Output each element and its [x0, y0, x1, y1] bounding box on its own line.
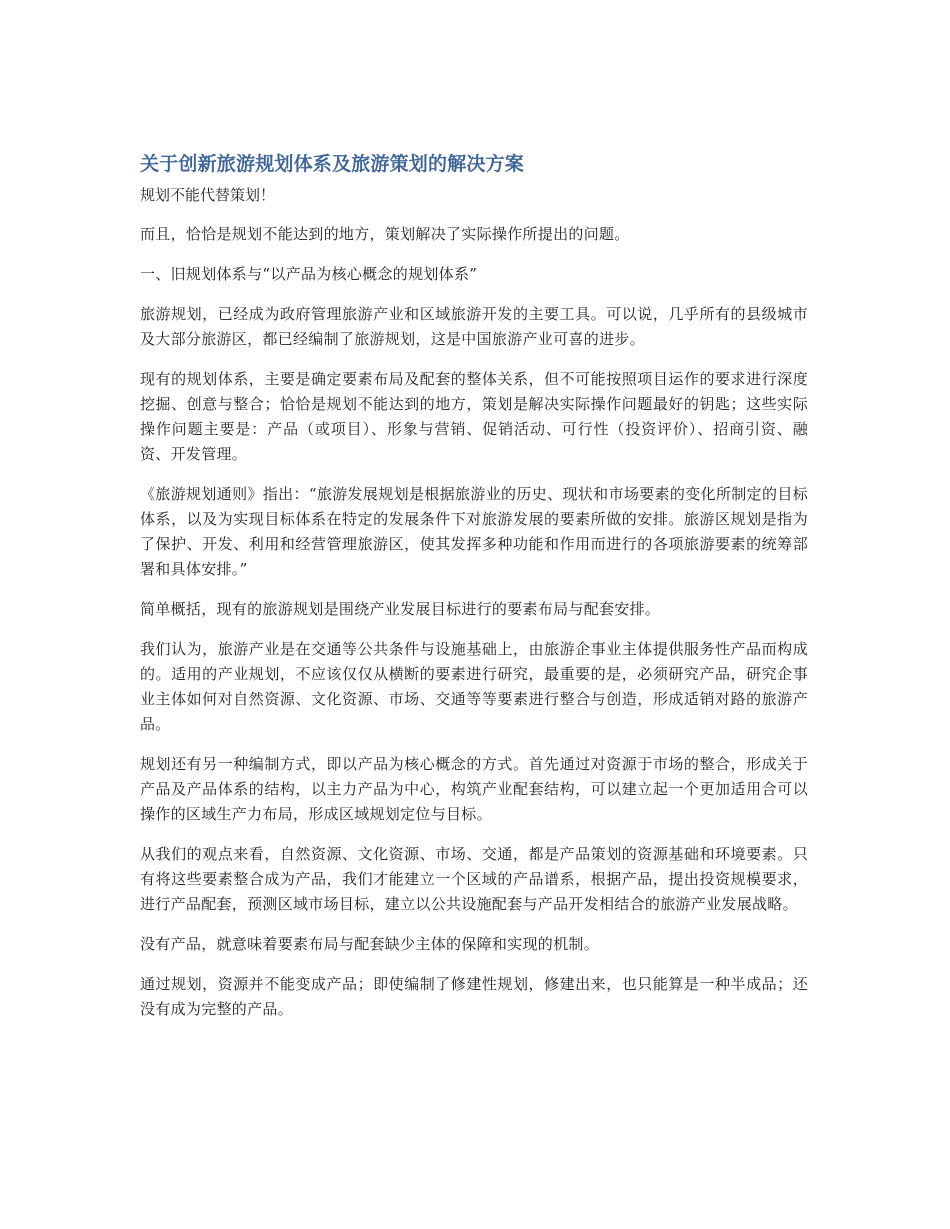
document-page: [140, 150, 808, 1037]
paragraph: 没有产品，就意味着要素布局与配套缺少主体的保障和实现的机制。: [140, 935, 600, 953]
document-title: 关于创新旅游规划体系及旅游策划的解决方案: [140, 153, 525, 175]
paragraph: 我们认为，旅游产业是在交通等公共条件与设施基础上，由旅游企事业主体提供服务性产品而构成的。适用的产业规划，不应该仅仅从横断的要素进行研究，最重要的是，必须研究产品，研究企事业主体如何对自然资源、文化资源、市场、交通等等要素进行整合与创造，形成适销对路的旅游产品。: [140, 640, 808, 733]
paragraph: 从我们的观点来看，自然资源、文化资源、市场、交通，都是产品策划的资源基础和环境要素。只有将这些要素整合成为产品，我们才能建立一个区域的产品谱系，根据产品，提出投资规模要求，进行产品配套，预测区域市场目标，建立以公共设施配套与产品开发相结合的旅游产业发展战略。: [140, 845, 808, 913]
paragraph: 现有的规划体系，主要是确定要素布局及配套的整体关系，但不可能按照项目运作的要求进行深度挖掘、创意与整合；恰恰是规划不能达到的地方，策划是解决实际操作问题最好的钥匙；这些实际操作问题主要是：产品（或项目）、形象与营销、促销活动、可行性（投资评价）、招商引资、融资、开发管理。: [140, 370, 808, 463]
paragraph: 通过规划，资源并不能变成产品；即使编制了修建性规划，修建出来，也只能算是一种半成品；还没有成为完整的产品。: [140, 975, 808, 1018]
paragraph: 简单概括，现有的旅游规划是围绕产业发展目标进行的要素布局与配套安排。: [140, 600, 661, 618]
paragraph: 规划还有另一种编制方式，即以产品为核心概念的方式。首先通过对资源于市场的整合，形成关于产品及产品体系的结构，以主力产品为中心，构筑产业配套结构，可以建立起一个更加适用合可以操作的区域生产力布局，形成区域规划定位与目标。: [140, 755, 808, 823]
paragraph: 《旅游规划通则》指出：“旅游发展规划是根据旅游业的历史、现状和市场要素的变化所制定的目标体系，以及为实现目标体系在特定的发展条件下对旅游发展的要素所做的安排。旅游区规划是指为了保护、开发、利用和经营管理旅游区，使其发挥多种功能和作用而进行的各项旅游要素的统筹部署和具体安排。”: [140, 485, 808, 578]
document-subtitle: 规划不能代替策划！: [140, 186, 276, 204]
paragraph: 旅游规划，已经成为政府管理旅游产业和区域旅游开发的主要工具。可以说，几乎所有的县级城市及大部分旅游区，都已经编制了旅游规划，这是中国旅游产业可喜的进步。: [140, 305, 808, 348]
paragraph: 而且，恰恰是规划不能达到的地方，策划解决了实际操作所提出的问题。: [140, 225, 630, 243]
section-heading: 一、旧规划体系与“以产品为核心概念的规划体系”: [140, 265, 478, 283]
